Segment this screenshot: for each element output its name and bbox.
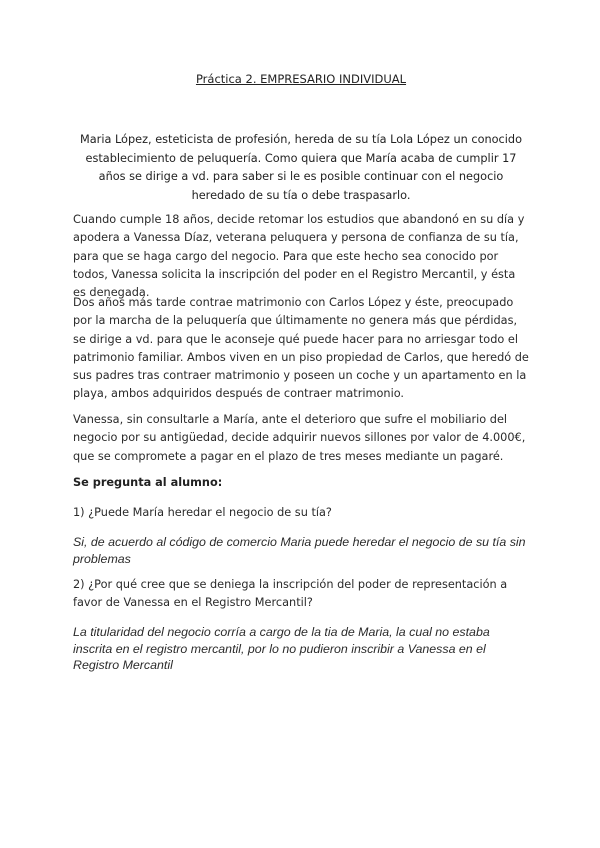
document-title: Práctica 2. EMPRESARIO INDIVIDUAL — [195, 72, 407, 86]
intro-paragraph: Maria López, esteticista de profesión, hereda de su tía Lola López un conocido establecimiento de peluquería. Como quiera que María acaba de cumplir 17 años se dirige a vd. para saber si le es posible continuar con el negocio heredado de su tía o debe traspasarlo. — [80, 133, 522, 202]
answer-1: Si, de acuerdo al código de comercio Maria puede heredar el negocio de su tía sin problemas — [73, 535, 526, 566]
paragraph-2: Dos años más tarde contrae matrimonio con Carlos López y éste, preocupado por la marcha de la peluquería que últimamente no genera más que pérdidas, se dirige a vd. para que le aconseje qué puede hacer para no arriesgar todo el patrimonio familiar. Ambos viven en un piso propiedad de Carlos, que heredó de sus padres tras contraer matrimonio y poseen un coche y un apartamento en la playa, ambos adquiridos después de contraer matrimonio. — [73, 296, 529, 401]
paragraph-3: Vanessa, sin consultarle a María, ante el deterioro que sufre el mobiliario del negocio por su antigüedad, decide adquirir nuevos sillones por valor de 4.000€, que se compromete a pagar en el plazo de tres meses mediante un pagaré. — [73, 413, 526, 463]
paragraph-1: Cuando cumple 18 años, decide retomar los estudios que abandonó en su día y apodera a Vanessa Díaz, veterana peluquera y persona de confianza de su tía, para que se haga cargo del negocio. Para que este hecho sea conocido por todos, Vanessa solicita la inscripción del poder en el Registro Mercantil, y ésta es denegada. — [73, 213, 525, 300]
answer-2: La titularidad del negocio corría a cargo de la tia de Maria, la cual no estaba inscrita en el registro mercantil, por lo no pudieron inscribir a Vanessa en el Registro Mercantil — [73, 625, 490, 672]
question-1: 1) ¿Puede María heredar el negocio de su tía? — [73, 506, 332, 519]
questions-heading: Se pregunta al alumno: — [73, 476, 223, 489]
question-2: 2) ¿Por qué cree que se deniega la inscripción del poder de representación a favor de Vanessa en el Registro Mercantil? — [73, 578, 508, 610]
